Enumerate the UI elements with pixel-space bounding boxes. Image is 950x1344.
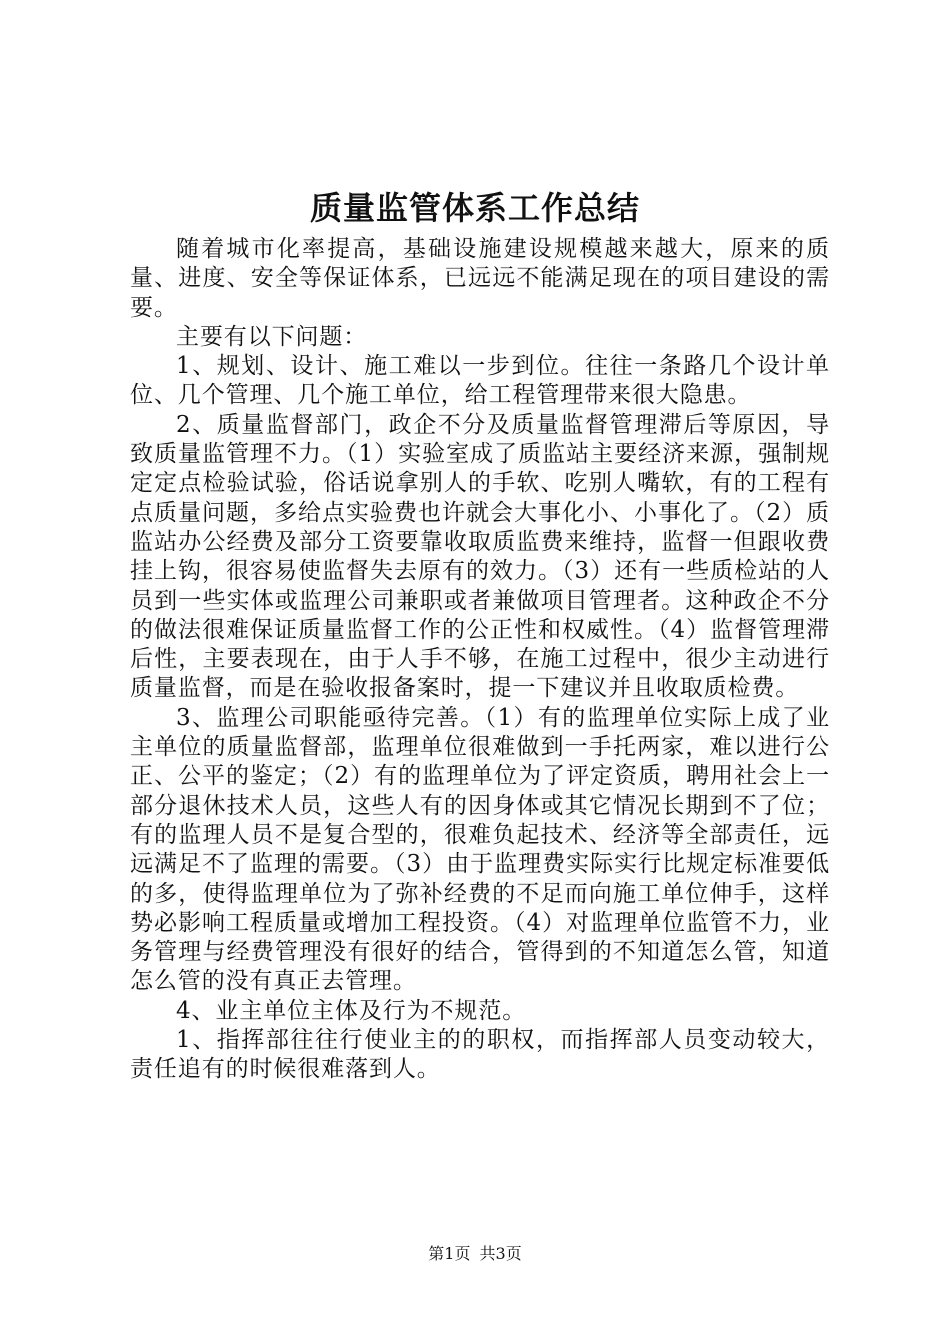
document-body bbox=[130, 235, 830, 1085]
paragraph-sub-1: 1、指挥部往往行使业主的的职权，而指挥部人员变动较大，责任追有的时候很难落到人。 bbox=[130, 1027, 830, 1083]
paragraph-issue-4: 4、业主单位主体及行为不规范。 bbox=[176, 997, 527, 1024]
paragraph-issue-1: 1、规划、设计、施工难以一步到位。往往一条路几个设计单位、几个管理、几个施工单位，给工程管理带来很大隐患。 bbox=[130, 353, 830, 409]
paragraph-intro: 随着城市化率提高，基础设施建设规模越来越大，原来的质量、进度、安全等保证体系，已远远不能满足现在的项目建设的需要。 bbox=[130, 236, 830, 321]
paragraph-issue-2: 2、质量监督部门，政企不分及质量监督管理滞后等原因，导致质量监管理不力。（1）实验室成了质监站主要经济来源，强制规定定点检验试验，俗话说拿别人的手软、吃别人嘴软，有的工程有点质量问题，多给点实验费也许就会大事化小、小事化了。（2）质监站办公经费及部分工资要靠收取质监费来维持，监督一但跟收费挂上钩，很容易使监督失去原有的效力。（3）还有一些质检站的人员到一些实体或监理公司兼职或者兼做项目管理者。这种政企不分的做法很难保证质量监督工作的公正性和权威性。（4）监督管理滞后性，主要表现在，由于人手不够，在施工过程中，很少主动进行质量监督，而是在验收报备案时，提一下建议并且收取质检费。 bbox=[130, 411, 830, 702]
paragraph-issues-heading: 主要有以下问题： bbox=[176, 323, 368, 350]
page-footer bbox=[0, 1244, 950, 1264]
page-number-total: 共3页 bbox=[479, 1244, 522, 1263]
page-number-current: 第1页 bbox=[428, 1244, 471, 1263]
paragraph-issue-3: 3、监理公司职能亟待完善。（1）有的监理单位实际上成了业主单位的质量监督部，监理单位很难做到一手托两家，难以进行公正、公平的鉴定；（2）有的监理单位为了评定资质，聘用社会上一部分退休技术人员，这些人有的因身体或其它情况长期到不了位；有的监理人员不是复合型的，很难负起技术、经济等全部责任，远远满足不了监理的需要。（3）由于监理费实际实行比规定标准要低的多，使得监理单位为了弥补经费的不足而向施工单位伸手，这样势必影响工程质量或增加工程投资。（4）对监理单位监管不力，业务管理与经费管理没有很好的结合，管得到的不知道怎么管，知道怎么管的没有真正去管理。 bbox=[130, 704, 830, 995]
document-title: 质量监管体系工作总结 bbox=[309, 189, 640, 227]
